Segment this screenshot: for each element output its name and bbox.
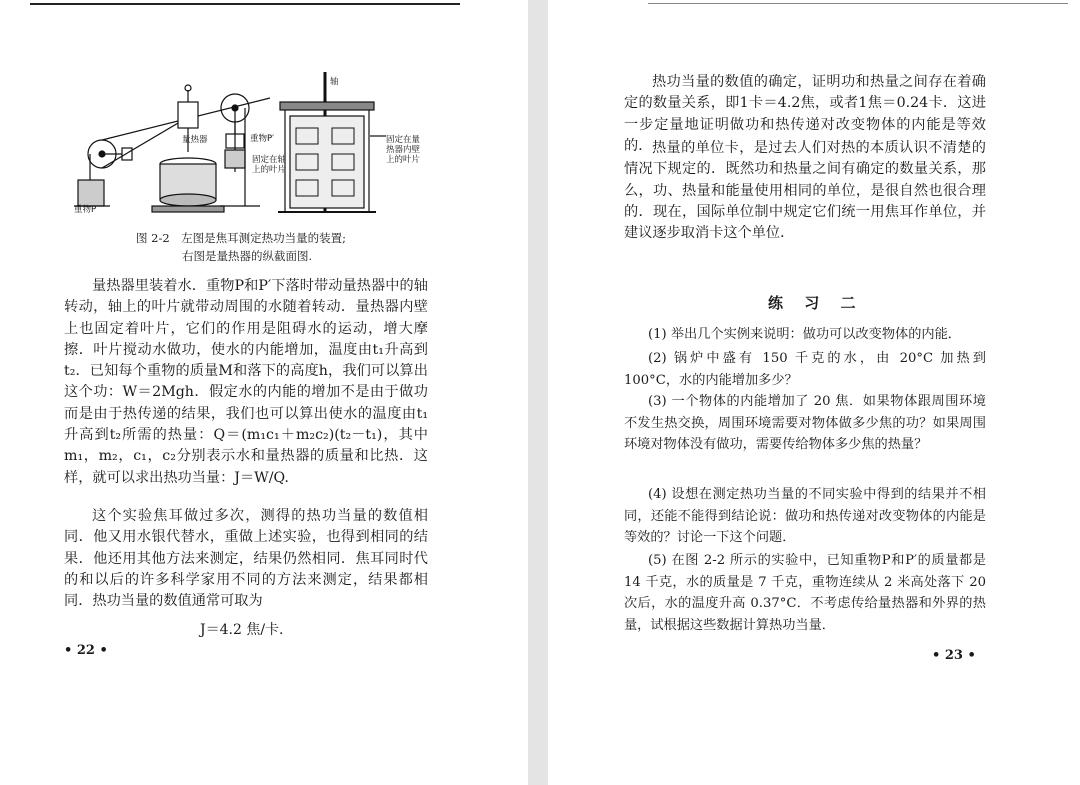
page-number-23: • 23 • (932, 648, 976, 663)
exercise-2: (2) 锅炉中盛有 150 千克的水，由 20°C 加热到 100°C，水的内能增加多少？ (624, 351, 986, 388)
top-rule (648, 3, 1068, 4)
page-number-22: • 22 • (64, 643, 108, 658)
caption-line-2: 右图是量热器的纵截面图. (182, 249, 313, 263)
right-page (548, 0, 1080, 785)
exercise-5: (5) 在图 2-2 所示的实验中，已知重物P和P′的质量都是 14 千克，水的质量是 7 千克，重物连续从 2 米高处落下 20 次后，水的温度升高 0.37°C．不考虑传给量热器和外界的热量，试根据这些数据计算热功当量． (624, 553, 986, 633)
exercise-1: (1) 举出几个实例来说明：做功可以改变物体的内能． (648, 327, 961, 342)
exercise-4: (4) 设想在测定热功当量的不同实验中得到的结果并不相同，还能不能得到结论说：做功和热传递对改变物体的内能是等效的？讨论一下这个问题． (624, 487, 986, 545)
right-paragraph-1: 热功当量的数值的确定，证明功和热量之间存在着确定的数量关系，即1卡＝4.2焦，或者1焦＝0.24卡．这进一步定量地证明做功和热传递对改变物体的内能是等效的． (624, 74, 986, 154)
exercise-3: (3) 一个物体的内能增加了 20 焦．如果物体跟周围环境不发生热交换，周围环境需要对物体做多少焦的功？如果周围环境对物体没有做功，需要传给物体多少焦的热量？ (624, 394, 986, 452)
label-calorimeter: 量热器 (182, 135, 208, 145)
left-paragraph-2: 这个实验焦耳做过多次，测得的热功当量的数值相同．他又用水银代替水，重做上述实验，也得到相同的结果．他还用其他方法来测定，结果仍然相同．焦耳同时代的和以后的许多科学家用不同的方法来测定，结果都相同．热功当量的数值通常可取为 (64, 508, 428, 610)
label-weight-p: 重物P (74, 205, 97, 215)
exercise-title: 练 习 二 (768, 294, 864, 312)
caption-line-1: 图 2-2 左图是焦耳测定热功当量的装置; (136, 231, 347, 245)
book-gutter (528, 0, 548, 785)
label-axle: 轴 (330, 77, 339, 87)
top-rule (30, 3, 460, 5)
label-fixed-on-axle: 固定在轴上的叶片 (252, 155, 287, 175)
label-fixed-on-wall: 固定在量热器内壁上的叶片 (386, 135, 421, 165)
figure-caption (136, 229, 346, 265)
left-paragraph-1: 量热器里装着水．重物P和P′下落时带动量热器中的轴转动，轴上的叶片就带动周围的水随着转动．量热器内壁上也固定着叶片，它们的作用是阻碍水的运动，增大摩擦．叶片搅动水做功，使水的内能增加，温度由t₁升高到t₂．已知每个重物的质量M和落下的高度h，我们可以算出这个功：W＝2Mgh．假定水的内能的增加不是由于做功而是由于热传递的结果，我们也可以算出使水的温度由t₁升高到t₂所需的热量：Q＝(m₁c₁＋m₂c₂)(t₂－t₁)，其中m₁，m₂，c₁，c₂分别表示水和量热器的质量和比热．这样，就可以求出热功当量：J＝W/Q. (64, 278, 428, 486)
joule-apparatus-figure (60, 72, 470, 222)
left-page (0, 0, 528, 785)
heat-equivalent-formula: J＝4.2 焦/卡. (200, 622, 284, 638)
label-weight-p-prime: 重物P′ (250, 134, 275, 144)
right-paragraph-2: 热量的单位卡，是过去人们对热的本质认识不清楚的情况下规定的．既然功和热量之间有确定的数量关系，那么，功、热量和能量使用相同的单位，是很自然也很合理的．现在，国际单位制中规定它们统一用焦耳作单位，并建议逐步取消卡这个单位． (624, 140, 986, 242)
